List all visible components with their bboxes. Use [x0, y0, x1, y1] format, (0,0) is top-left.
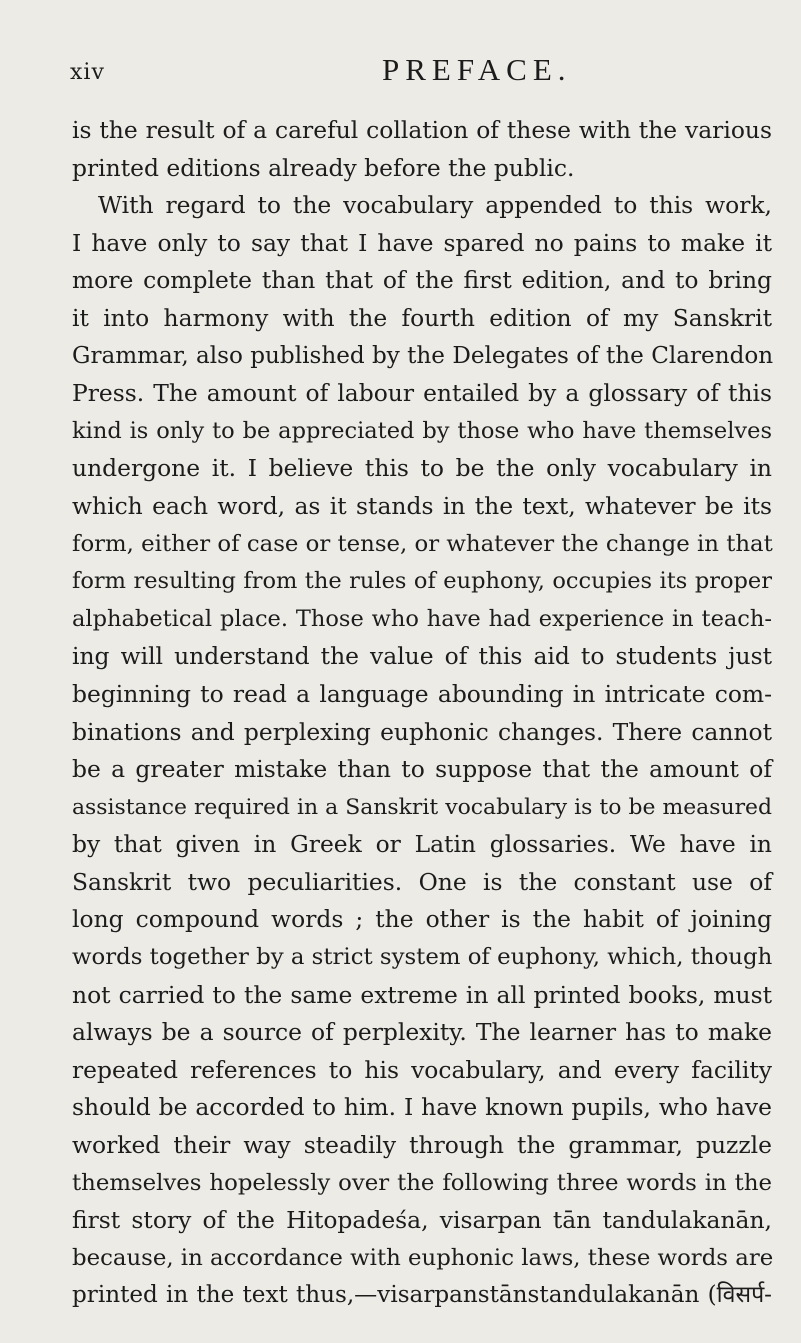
- page-header: [70, 52, 770, 92]
- text-line: printed editions already before the public.: [72, 153, 575, 182]
- text-line: undergone it. I believe this to be the only vocabulary in: [72, 454, 772, 483]
- text-line: words together by a strict system of euphony, which, though: [72, 944, 773, 971]
- text-line: it into harmony with the fourth edition of my Sanskrit: [72, 303, 772, 332]
- text-line: beginning to read a language abounding in intricate com-: [72, 679, 772, 708]
- text-line: form resulting from the rules of euphony, occupies its proper: [72, 568, 772, 595]
- text-line: With regard to the vocabulary appended to this work,: [98, 191, 772, 220]
- text-line: because, in accordance with euphonic laws, these words are: [72, 1244, 774, 1271]
- text-line: first story of the Hitopadeśa, visarpan tān tandulakanān,: [72, 1206, 772, 1235]
- text-line: form, either of case or tense, or whatever the change in that: [72, 530, 773, 557]
- text-line: kind is only to be appreciated by those who have themselves: [72, 417, 772, 444]
- text-line: ing will understand the value of this aid to students just: [72, 642, 772, 671]
- text-line: assistance required in a Sanskrit vocabulary is to be measured: [72, 794, 772, 820]
- text-line: repeated references to his vocabulary, and every facility: [72, 1055, 772, 1084]
- text-line: not carried to the same extreme in all printed books, must: [72, 980, 772, 1009]
- text-line: by that given in Greek or Latin glossaries. We have in: [72, 830, 772, 859]
- text-line: long compound words ; the other is the habit of joining: [72, 905, 772, 934]
- running-title: PREFACE.: [382, 52, 572, 87]
- text-line: which each word, as it stands in the text, whatever be its: [72, 491, 772, 520]
- text-line: themselves hopelessly over the following three words in the: [72, 1169, 772, 1196]
- text-line: I have only to say that I have spared no pains to make it: [72, 228, 772, 257]
- text-line: be a greater mistake than to suppose that the amount of: [72, 755, 772, 784]
- text-line: worked their way steadily through the grammar, puzzle: [72, 1131, 772, 1160]
- text-line: printed in the text thus,—visarpanstānstandulakanān (विसर्प-: [72, 1282, 772, 1309]
- text-line: Sanskrit two peculiarities. One is the constant use of: [72, 867, 772, 896]
- text-line: is the result of a careful collation of these with the various: [72, 116, 772, 144]
- text-line: Grammar, also published by the Delegates of the Clarendon: [72, 342, 774, 369]
- text-line: always be a source of perplexity. The learner has to make: [72, 1018, 772, 1047]
- text-line: alphabetical place. Those who have had experience in teach-: [72, 605, 772, 632]
- body-text: [72, 112, 772, 1315]
- text-line: more complete than that of the first edition, and to bring: [72, 266, 772, 295]
- text-line: should be accorded to him. I have known pupils, who have: [72, 1093, 772, 1122]
- page-number: xiv: [70, 60, 105, 85]
- text-line: Press. The amount of labour entailed by a glossary of this: [72, 379, 772, 408]
- text-line: binations and perplexing euphonic changes. There cannot: [72, 717, 772, 746]
